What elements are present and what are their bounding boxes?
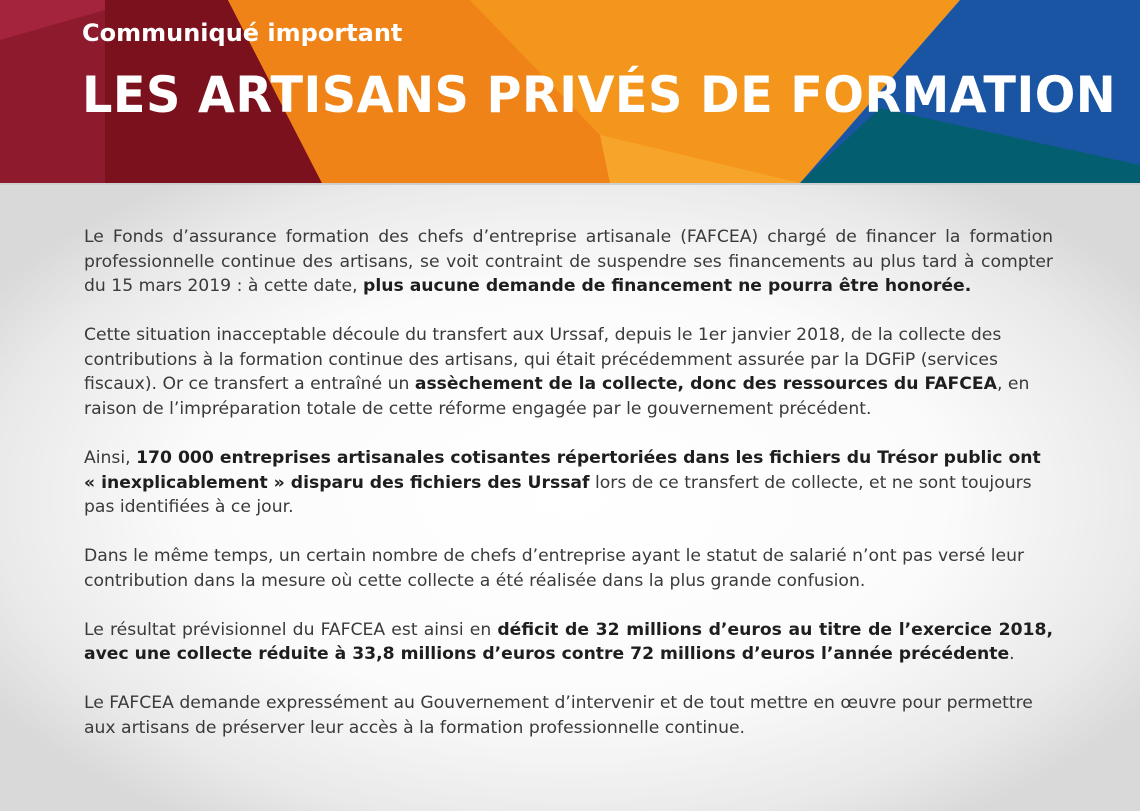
paragraph-text: . — [1009, 644, 1015, 665]
paragraph-text: Le FAFCEA demande expressément au Gouvernement d’intervenir et de tout mettre en œuvre pour permettre aux artisans de préserver leur accès à la formation professionnelle continue. — [84, 693, 1033, 738]
paragraph-text: Ainsi, — [84, 447, 137, 468]
article-text — [84, 225, 1053, 765]
paragraph-deficit — [84, 618, 1053, 667]
paragraph-emphasis: assèchement de la collecte, donc des ressources du FAFCEA — [414, 374, 997, 395]
paragraph-emphasis: plus aucune demande de financement ne pourra être honorée. — [363, 276, 972, 297]
press-release-body — [0, 183, 1140, 811]
banner-subtitle: Communiqué important — [82, 19, 403, 47]
paragraph-text: Le résultat prévisionnel du FAFCEA est ainsi en — [84, 619, 498, 640]
paragraph-transfer-cause — [84, 323, 1053, 421]
paragraph-suspension — [84, 225, 1053, 299]
paragraph-missing-companies — [84, 446, 1053, 520]
paragraph-text: , en raison de l’impréparation totale de cette réforme engagée par le gouvernement précédent. — [84, 374, 1030, 419]
paragraph-emphasis: 170 000 entreprises artisanales cotisantes répertoriées dans les fichiers du Trésor public ont « inexplicablement » disparu des fichiers des Urssaf — [84, 447, 1041, 493]
paragraph-salaried-contributions — [84, 544, 1053, 593]
header-banner — [0, 0, 1140, 183]
paragraph-text: Dans le même temps, un certain nombre de chefs d’entreprise ayant le statut de salarié n’ont pas versé leur contribution dans la mesure où cette collecte a été réalisée dans la plus grande confusion. — [84, 546, 1025, 591]
paragraph-text: Le Fonds d’assurance formation des chefs d’entreprise artisanale (FAFCEA) chargé de financer la formation professionnelle continue des artisans, se voit contraint de suspendre ses financements au plus tard à compter du 15 mars 2019 : à cette date, — [84, 227, 1053, 297]
paragraph-emphasis: déficit de 32 millions d’euros au titre de l’exercice 2018, avec une collecte réduite à 33,8 millions d’euros contre 72 millions d’euros l’année précédente — [84, 619, 1053, 665]
paragraph-text: Cette situation inacceptable découle du transfert aux Urssaf, depuis le 1er janvier 2018, de la collecte des contributions à la formation continue des artisans, qui était précédemment assurée par la DGFiP (services fiscaux). Or ce transfert a entraîné un — [84, 325, 1002, 395]
banner-title: LES ARTISANS PRIVÉS DE FORMATION — [82, 66, 1117, 124]
paragraph-text: lors de ce transfert de collecte, et ne sont toujours pas identifiées à ce jour. — [84, 472, 1032, 518]
paragraph-demand — [84, 691, 1053, 740]
